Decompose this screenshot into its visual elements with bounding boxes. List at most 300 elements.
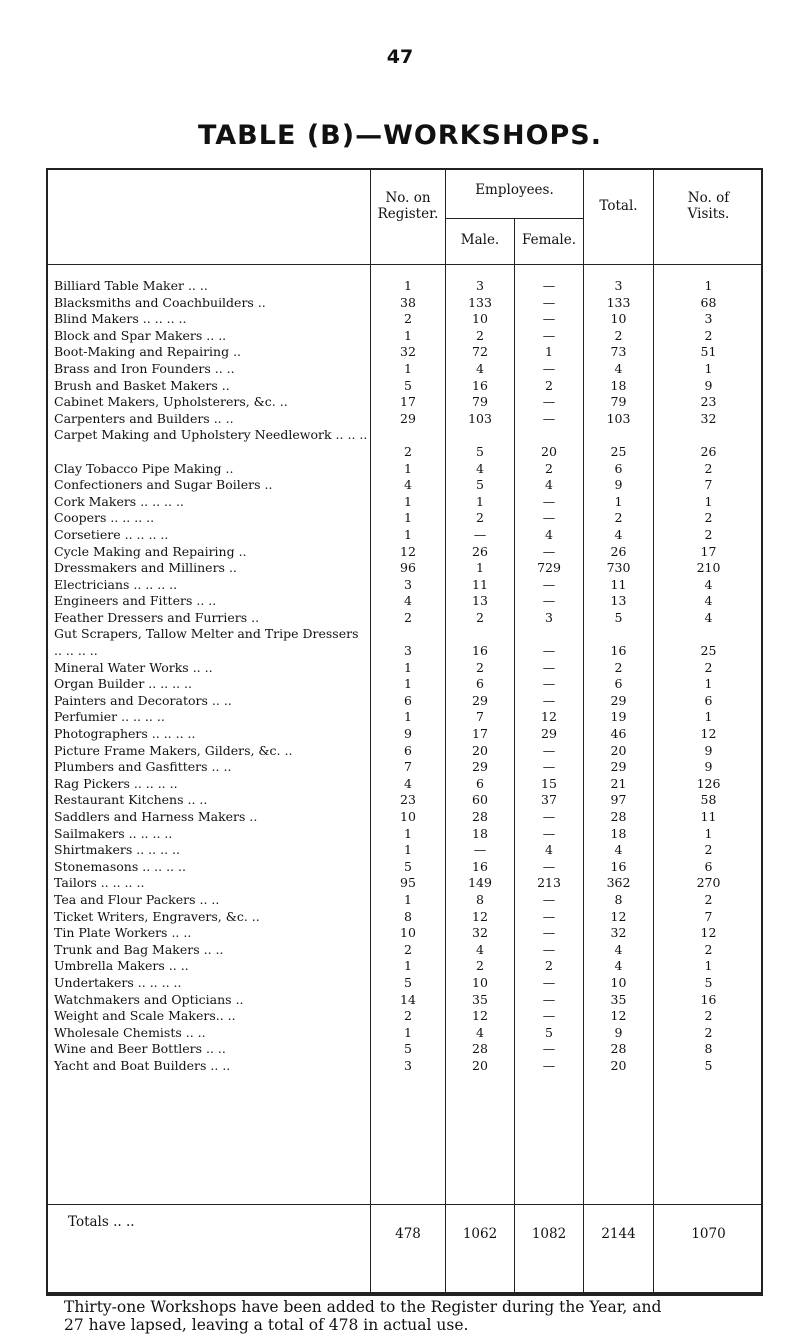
- row-register: 7: [404, 759, 412, 775]
- row-male: 12: [472, 1008, 488, 1024]
- row-name: Dressmakers and Milliners ..: [54, 560, 237, 576]
- row-register: 96: [400, 560, 416, 576]
- row-female: —: [542, 759, 556, 775]
- row-female: —: [542, 394, 556, 410]
- totals-male: 1062: [462, 1226, 498, 1242]
- totals-row: [48, 1214, 761, 1254]
- table-row: [48, 859, 761, 876]
- row-name: Carpenters and Builders .. ..: [54, 410, 234, 426]
- row-male: 6: [476, 775, 484, 791]
- row-visits: 68: [700, 294, 717, 310]
- table-row: [48, 344, 761, 361]
- row-visits: 5: [704, 1057, 713, 1073]
- table-row: [48, 577, 761, 594]
- row-male: 2: [476, 609, 484, 625]
- row-name: Cabinet Makers, Upholsterers, &c. ..: [54, 394, 288, 410]
- row-female: —: [542, 1057, 556, 1073]
- row-male: 29: [472, 692, 488, 708]
- row-male: 103: [468, 410, 492, 426]
- table-row: [48, 709, 761, 726]
- row-total: 13: [610, 593, 627, 609]
- row-visits: 9: [704, 759, 713, 775]
- row-male: 20: [472, 742, 488, 758]
- row-name: Brush and Basket Makers ..: [54, 377, 230, 393]
- row-female: 37: [541, 792, 557, 808]
- row-female: 15: [541, 775, 557, 791]
- row-visits: 2: [704, 510, 713, 526]
- row-name: Billiard Table Maker .. ..: [54, 278, 208, 293]
- row-visits: 2: [704, 941, 713, 957]
- row-name: Boot-Making and Repairing ..: [54, 344, 242, 360]
- row-register: 1: [404, 659, 412, 675]
- row-visits: 9: [704, 377, 713, 393]
- row-total: 29: [610, 759, 627, 775]
- row-female: 2: [545, 460, 553, 476]
- row-name: Shirtmakers .. .. .. ..: [54, 842, 180, 858]
- row-visits: 25: [700, 643, 717, 659]
- row-name: Cork Makers .. .. .. ..: [54, 493, 184, 509]
- row-register: 38: [400, 294, 416, 310]
- row-female: —: [542, 643, 556, 659]
- table-row: [48, 544, 761, 561]
- row-name: Ticket Writers, Engravers, &c. ..: [54, 908, 260, 924]
- row-register: 10: [400, 925, 416, 941]
- row-female: 12: [541, 709, 557, 725]
- header-female: Female.: [521, 232, 577, 248]
- row-name: Tin Plate Workers .. ..: [54, 925, 192, 941]
- row-total: 19: [610, 709, 627, 725]
- row-female: —: [542, 692, 556, 708]
- totals-total: 2144: [601, 1226, 636, 1242]
- table-row: [48, 743, 761, 760]
- row-female: —: [542, 327, 556, 343]
- table-row: [48, 411, 761, 428]
- row-name: Gut Scrapers, Tallow Melter and Tripe Dressers .. .. .. ..: [54, 626, 359, 659]
- row-visits: 11: [700, 809, 717, 824]
- row-female: 729: [537, 560, 561, 576]
- header-register: No. on Register.: [377, 190, 439, 222]
- row-register: 3: [404, 576, 412, 592]
- table-row: [48, 925, 761, 942]
- row-name: Saddlers and Harness Makers ..: [54, 809, 258, 824]
- row-total: 1: [614, 493, 623, 509]
- row-total: 4: [614, 958, 623, 974]
- row-name: Picture Frame Makers, Gilders, &c. ..: [54, 742, 293, 758]
- row-female: —: [542, 941, 556, 957]
- row-male: 17: [472, 726, 488, 742]
- row-male: 32: [472, 925, 488, 941]
- row-total: 18: [610, 825, 627, 841]
- row-female: —: [542, 360, 556, 376]
- row-total: 10: [610, 311, 627, 327]
- table-row: [48, 992, 761, 1009]
- row-name: Clay Tobacco Pipe Making ..: [54, 460, 234, 476]
- row-total: 29: [610, 692, 627, 708]
- row-male: 1: [476, 493, 484, 509]
- row-register: 1: [404, 1024, 412, 1040]
- row-male: 3: [476, 278, 484, 293]
- table-row: [48, 1025, 761, 1042]
- row-total: 4: [614, 526, 623, 542]
- table-row: [48, 975, 761, 992]
- row-female: —: [542, 593, 556, 609]
- row-male: 6: [476, 676, 484, 692]
- row-female: 1: [545, 344, 553, 360]
- row-register: 1: [404, 278, 412, 293]
- row-visits: 3: [704, 311, 713, 327]
- row-register: 8: [404, 908, 412, 924]
- table-row: [48, 1041, 761, 1058]
- row-female: —: [542, 974, 556, 990]
- table-row: [48, 527, 761, 544]
- row-visits: 58: [700, 792, 717, 808]
- table-row: [48, 394, 761, 411]
- row-male: 26: [472, 543, 488, 559]
- row-register: 1: [404, 842, 412, 858]
- row-visits: 32: [700, 410, 717, 426]
- row-total: 2: [614, 510, 623, 526]
- row-total: 9: [614, 477, 623, 493]
- table-row: [48, 328, 761, 345]
- row-visits: 4: [704, 593, 713, 609]
- row-total: 2: [614, 659, 623, 675]
- row-visits: 9: [704, 742, 713, 758]
- table-row: [48, 660, 761, 677]
- table-body: [48, 278, 761, 1075]
- table-row: [48, 361, 761, 378]
- row-male: 72: [472, 344, 488, 360]
- row-name: Painters and Decorators .. ..: [54, 692, 232, 708]
- row-register: 1: [404, 676, 412, 692]
- row-total: 9: [614, 1024, 623, 1040]
- row-register: 2: [404, 311, 412, 327]
- row-visits: 126: [696, 775, 721, 791]
- row-visits: 2: [704, 1024, 713, 1040]
- row-female: —: [542, 858, 556, 874]
- row-total: 16: [610, 858, 627, 874]
- row-register: 3: [404, 643, 412, 659]
- row-register: 4: [404, 775, 412, 791]
- row-register: 1: [404, 526, 412, 542]
- page-title: TABLE (B)—WORKSHOPS.: [197, 120, 603, 151]
- row-register: 95: [400, 875, 416, 891]
- table-row: [48, 892, 761, 909]
- row-female: —: [542, 908, 556, 924]
- row-total: 103: [606, 410, 631, 426]
- row-total: 362: [606, 875, 631, 891]
- row-register: 4: [404, 593, 412, 609]
- row-female: —: [542, 925, 556, 941]
- row-female: 4: [545, 842, 553, 858]
- row-name: Corsetiere .. .. .. ..: [54, 526, 169, 542]
- row-male: 133: [468, 294, 492, 310]
- row-name: Stonemasons .. .. .. ..: [54, 858, 186, 874]
- row-name: Block and Spar Makers .. ..: [54, 327, 227, 343]
- row-female: 20: [541, 443, 557, 459]
- row-total: 79: [610, 394, 627, 410]
- row-male: 4: [476, 1024, 484, 1040]
- row-total: 4: [614, 842, 623, 858]
- row-register: 2: [404, 1008, 412, 1024]
- row-visits: 26: [700, 443, 717, 459]
- row-male: 2: [476, 659, 484, 675]
- row-register: 2: [404, 609, 412, 625]
- row-register: 6: [404, 692, 412, 708]
- row-name: Tea and Flour Packers .. ..: [54, 891, 220, 907]
- row-male: 13: [472, 593, 488, 609]
- row-register: 10: [400, 809, 416, 824]
- row-total: 6: [614, 460, 623, 476]
- row-register: 4: [404, 477, 412, 493]
- row-total: 28: [610, 1041, 627, 1057]
- row-visits: 4: [704, 609, 713, 625]
- row-visits: 1: [704, 709, 713, 725]
- row-visits: 270: [696, 875, 721, 891]
- row-female: —: [542, 576, 556, 592]
- row-name: Rag Pickers .. .. .. ..: [54, 775, 178, 791]
- header-total: Total.: [599, 198, 638, 214]
- row-visits: 2: [704, 526, 713, 542]
- row-visits: 2: [704, 891, 713, 907]
- row-female: —: [542, 676, 556, 692]
- row-male: 2: [476, 958, 484, 974]
- row-male: 4: [476, 460, 484, 476]
- row-female: 3: [545, 609, 553, 625]
- row-name: Blind Makers .. .. .. ..: [54, 311, 187, 327]
- row-register: 9: [404, 726, 412, 742]
- table-row: [48, 826, 761, 843]
- row-total: 730: [606, 560, 631, 576]
- row-name: Cycle Making and Repairing ..: [54, 543, 247, 559]
- row-male: 79: [472, 394, 488, 410]
- row-female: 2: [545, 377, 553, 393]
- row-total: 97: [610, 792, 627, 808]
- header-employees: Employees.: [475, 182, 554, 198]
- table-row: [48, 378, 761, 395]
- table-row: [48, 1008, 761, 1025]
- row-total: 3: [614, 278, 623, 293]
- row-name: Electricians .. .. .. ..: [54, 576, 178, 592]
- row-female: —: [542, 891, 556, 907]
- row-name: Feather Dressers and Furriers ..: [54, 609, 260, 625]
- row-total: 8: [614, 891, 623, 907]
- row-male: 2: [476, 510, 484, 526]
- row-female: —: [542, 1041, 556, 1057]
- row-visits: 1: [704, 278, 713, 293]
- totals-rule: [48, 1204, 761, 1205]
- table-row: [48, 278, 761, 295]
- row-name: Sailmakers .. .. .. ..: [54, 825, 173, 841]
- totals-visits: 1070: [691, 1226, 726, 1242]
- row-visits: 6: [704, 858, 713, 874]
- row-name: Trunk and Bag Makers .. ..: [54, 941, 224, 957]
- table-row: [48, 311, 761, 328]
- row-visits: 16: [700, 991, 717, 1007]
- row-female: 213: [537, 875, 561, 891]
- table-row: [48, 610, 761, 627]
- row-male: 60: [472, 792, 488, 808]
- row-name: Restaurant Kitchens .. ..: [54, 792, 208, 808]
- row-name: Organ Builder .. .. .. ..: [54, 676, 192, 692]
- row-register: 6: [404, 742, 412, 758]
- row-male: 11: [472, 576, 488, 592]
- row-male: 20: [472, 1057, 488, 1073]
- row-male: 2: [476, 327, 484, 343]
- row-total: 2: [614, 327, 623, 343]
- row-female: 5: [545, 1024, 553, 1040]
- row-register: 5: [404, 377, 412, 393]
- row-female: —: [542, 991, 556, 1007]
- row-male: 4: [476, 941, 484, 957]
- row-name: Wholesale Chemists .. ..: [54, 1024, 206, 1040]
- row-female: —: [542, 659, 556, 675]
- table-row: [48, 776, 761, 793]
- row-register: 5: [404, 1041, 412, 1057]
- row-male: 5: [476, 477, 484, 493]
- row-female: —: [542, 510, 556, 526]
- row-name: Engineers and Fitters .. ..: [54, 593, 217, 609]
- row-total: 16: [610, 643, 627, 659]
- row-female: —: [542, 410, 556, 426]
- employees-rule: [445, 218, 583, 219]
- row-total: 46: [610, 726, 627, 742]
- row-visits: 1: [704, 958, 713, 974]
- row-total: 6: [614, 676, 623, 692]
- table-row: [48, 792, 761, 809]
- row-total: 5: [614, 609, 623, 625]
- row-name: Mineral Water Works .. ..: [54, 659, 213, 675]
- table-row: [48, 759, 761, 776]
- row-female: 4: [545, 477, 553, 493]
- row-male: 5: [476, 443, 484, 459]
- row-visits: 1: [704, 493, 713, 509]
- row-male: 4: [476, 360, 484, 376]
- row-visits: 12: [700, 925, 717, 941]
- row-visits: 51: [700, 344, 717, 360]
- row-visits: 2: [704, 460, 713, 476]
- row-male: —: [473, 526, 487, 542]
- row-name: Brass and Iron Founders .. ..: [54, 360, 235, 376]
- table-row: [48, 726, 761, 743]
- row-total: 35: [610, 991, 627, 1007]
- row-female: 2: [545, 958, 553, 974]
- row-total: 73: [610, 344, 627, 360]
- page-number: 47: [386, 46, 414, 68]
- table-row: [48, 510, 761, 527]
- row-visits: 1: [704, 676, 713, 692]
- row-total: 12: [610, 1008, 627, 1024]
- row-register: 32: [400, 344, 416, 360]
- row-name: Confectioners and Sugar Boilers ..: [54, 477, 273, 493]
- row-female: —: [542, 742, 556, 758]
- row-register: 23: [400, 792, 416, 808]
- row-visits: 8: [704, 1041, 713, 1057]
- row-register: 12: [400, 543, 416, 559]
- table-row: [48, 842, 761, 859]
- row-name: Blacksmiths and Coachbuilders ..: [54, 294, 266, 310]
- row-visits: 4: [704, 576, 713, 592]
- row-register: 3: [404, 1057, 412, 1073]
- header-rule: [48, 264, 761, 265]
- table-row: [48, 461, 761, 478]
- row-male: 18: [472, 825, 488, 841]
- row-visits: 7: [704, 908, 713, 924]
- row-visits: 12: [700, 726, 717, 742]
- row-male: 16: [472, 643, 488, 659]
- row-total: 12: [610, 908, 627, 924]
- row-female: —: [542, 294, 556, 310]
- row-male: 16: [472, 858, 488, 874]
- row-total: 28: [610, 809, 627, 824]
- row-female: —: [542, 825, 556, 841]
- row-name: Yacht and Boat Builders .. ..: [54, 1057, 231, 1073]
- row-name: Umbrella Makers .. ..: [54, 958, 189, 974]
- totals-female: 1082: [531, 1226, 567, 1242]
- table-row: [48, 427, 761, 460]
- row-register: 1: [404, 510, 412, 526]
- row-female: —: [542, 493, 556, 509]
- row-register: 1: [404, 958, 412, 974]
- row-register: 1: [404, 460, 412, 476]
- row-visits: 7: [704, 477, 713, 493]
- row-visits: 2: [704, 842, 713, 858]
- workshops-table: [46, 168, 763, 1296]
- row-register: 29: [400, 410, 416, 426]
- row-visits: 6: [704, 692, 713, 708]
- row-total: 26: [610, 543, 627, 559]
- header-visits: No. of Visits.: [687, 190, 730, 222]
- row-total: 4: [614, 360, 623, 376]
- table-row: [48, 626, 761, 659]
- row-name: Tailors .. .. .. ..: [54, 875, 145, 891]
- table-row: [48, 1058, 761, 1075]
- row-visits: 2: [704, 327, 713, 343]
- table-row: [48, 942, 761, 959]
- row-register: 5: [404, 974, 412, 990]
- row-register: 1: [404, 360, 412, 376]
- table-row: [48, 295, 761, 312]
- row-total: 21: [610, 775, 627, 791]
- table-row: [48, 477, 761, 494]
- row-visits: 2: [704, 659, 713, 675]
- row-visits: 1: [704, 825, 713, 841]
- row-female: —: [542, 1008, 556, 1024]
- row-register: 2: [404, 941, 412, 957]
- row-register: 2: [404, 443, 412, 459]
- header-male: Male.: [460, 232, 500, 248]
- row-male: —: [473, 842, 487, 858]
- row-female: —: [542, 543, 556, 559]
- row-register: 1: [404, 493, 412, 509]
- table-row: [48, 676, 761, 693]
- row-total: 4: [614, 941, 623, 957]
- row-register: 1: [404, 891, 412, 907]
- row-male: 16: [472, 377, 488, 393]
- table-row: [48, 560, 761, 577]
- row-name: Plumbers and Gasfitters .. ..: [54, 759, 232, 775]
- row-female: 29: [541, 726, 557, 742]
- row-total: 18: [610, 377, 627, 393]
- row-register: 17: [400, 394, 416, 410]
- row-male: 8: [476, 891, 484, 907]
- row-visits: 23: [700, 394, 717, 410]
- row-male: 35: [472, 991, 488, 1007]
- row-visits: 1: [704, 360, 713, 376]
- row-female: 4: [545, 526, 553, 542]
- row-total: 11: [610, 576, 627, 592]
- row-male: 149: [468, 875, 492, 891]
- row-name: Watchmakers and Opticians ..: [54, 991, 244, 1007]
